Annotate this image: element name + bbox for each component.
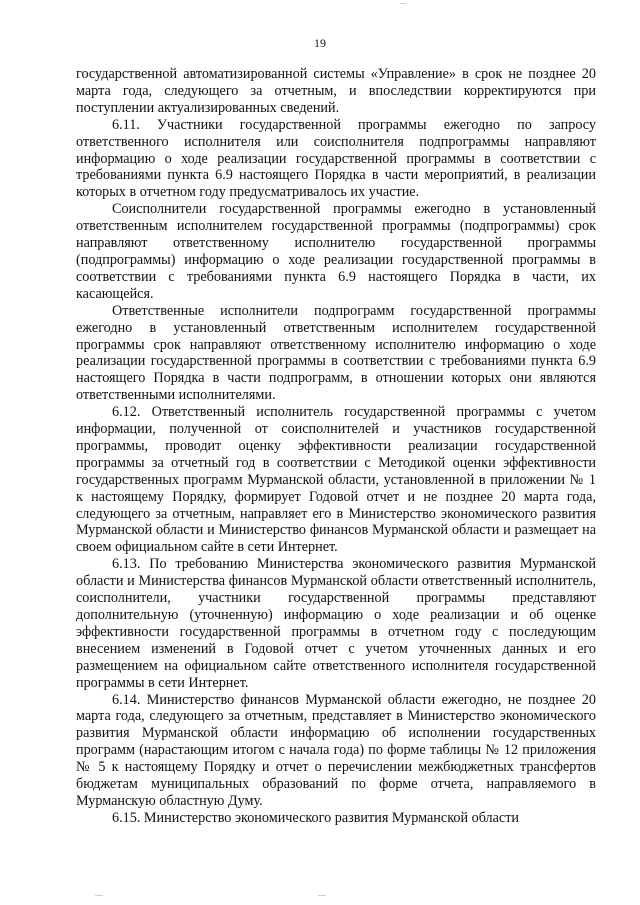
paragraph-6-11: 6.11. Участники государственной программы ежегодно по запросу ответственного исполнителя или соисполнителя подпрограммы направляют информацию о ходе реализации государственной программы в соответствии с требованиями пункта 6.9 настоящего Порядка в части мероприятий, в реализации которых в отчетном году предусматривалось их участие. [76,116,596,201]
document-body [76,66,596,827]
paragraph-co-executors: Соисполнители государственной программы ежегодно в установленный ответственным исполнителем государственной программы (подпрограммы) срок направляют ответственному исполнителю государственной программы (подпрограммы) информацию о ходе реализации государственной программы в соответствии с требованиями пункта 6.9 настоящего Порядка в части, их касающейся. [76,201,596,302]
scan-artifact-bottom-left [95,895,103,896]
paragraph-continuation: государственной автоматизированной системы «Управление» в срок не позднее 20 марта года, следующего за отчетным, и впоследствии корректируются при поступлении актуализированных сведений. [76,66,596,116]
paragraph-6-15: 6.15. Министерство экономического развития Мурманской области [112,809,520,826]
paragraph-6-13: 6.13. По требованию Министерства экономического развития Мурманской области и Министерства финансов Мурманской области ответственный исполнитель, соисполнители, участники государственной программы представляют дополнительную (уточненную) информацию о ходе реализации и об оценке эффективности государственной программы в отчетном году с последующим внесением изменений в Годовой отчет с учетом уточненных данных и его размещением на официальном сайте ответственного исполнителя государственной программы в сети Интернет. [76,556,596,691]
scan-artifact-top [400,3,406,4]
paragraph-subprogram-executors: Ответственные исполнители подпрограмм государственной программы ежегодно в установленный ответственным исполнителем государственной программы срок направляют ответственному исполнителю информацию о ходе реализации государственной программы в соответствии с требованиями пункта 6.9 настоящего Порядка в части подпрограмм, в отношении которых они являются ответственными исполнителями. [76,302,596,404]
scan-artifact-bottom-right [318,895,326,896]
paragraph-6-12: 6.12. Ответственный исполнитель государственной программы с учетом информации, полученной от соисполнителей и участников государственной программы, проводит оценку эффективности реализации государственной программы за отчетный год в соответствии с Методикой оценки эффективности государственных программ Мурманской области, установленной в приложении № 1 к настоящему Порядку, формирует Годовой отчет и не позднее 20 марта года, следующего за отчетным, направляет его в Министерство экономического развития Мурманской области и Министерство финансов Мурманской области и размещает на своем официальном сайте в сети Интернет. [76,404,596,556]
paragraph-6-14: 6.14. Министерство финансов Мурманской области ежегодно, не позднее 20 марта года, следующего за отчетным, представляет в Министерство экономического развития Мурманской области информацию об исполнении государственных программ (нарастающим итогом с начала года) по форме таблицы № 12 приложения № 5 к настоящему Порядку и отчет о перечислении межбюджетных трансфертов бюджетам муниципальных образований по форме отчета, направляемого в Мурманскую областную Думу. [76,691,596,809]
page-number: 19 [314,36,326,50]
